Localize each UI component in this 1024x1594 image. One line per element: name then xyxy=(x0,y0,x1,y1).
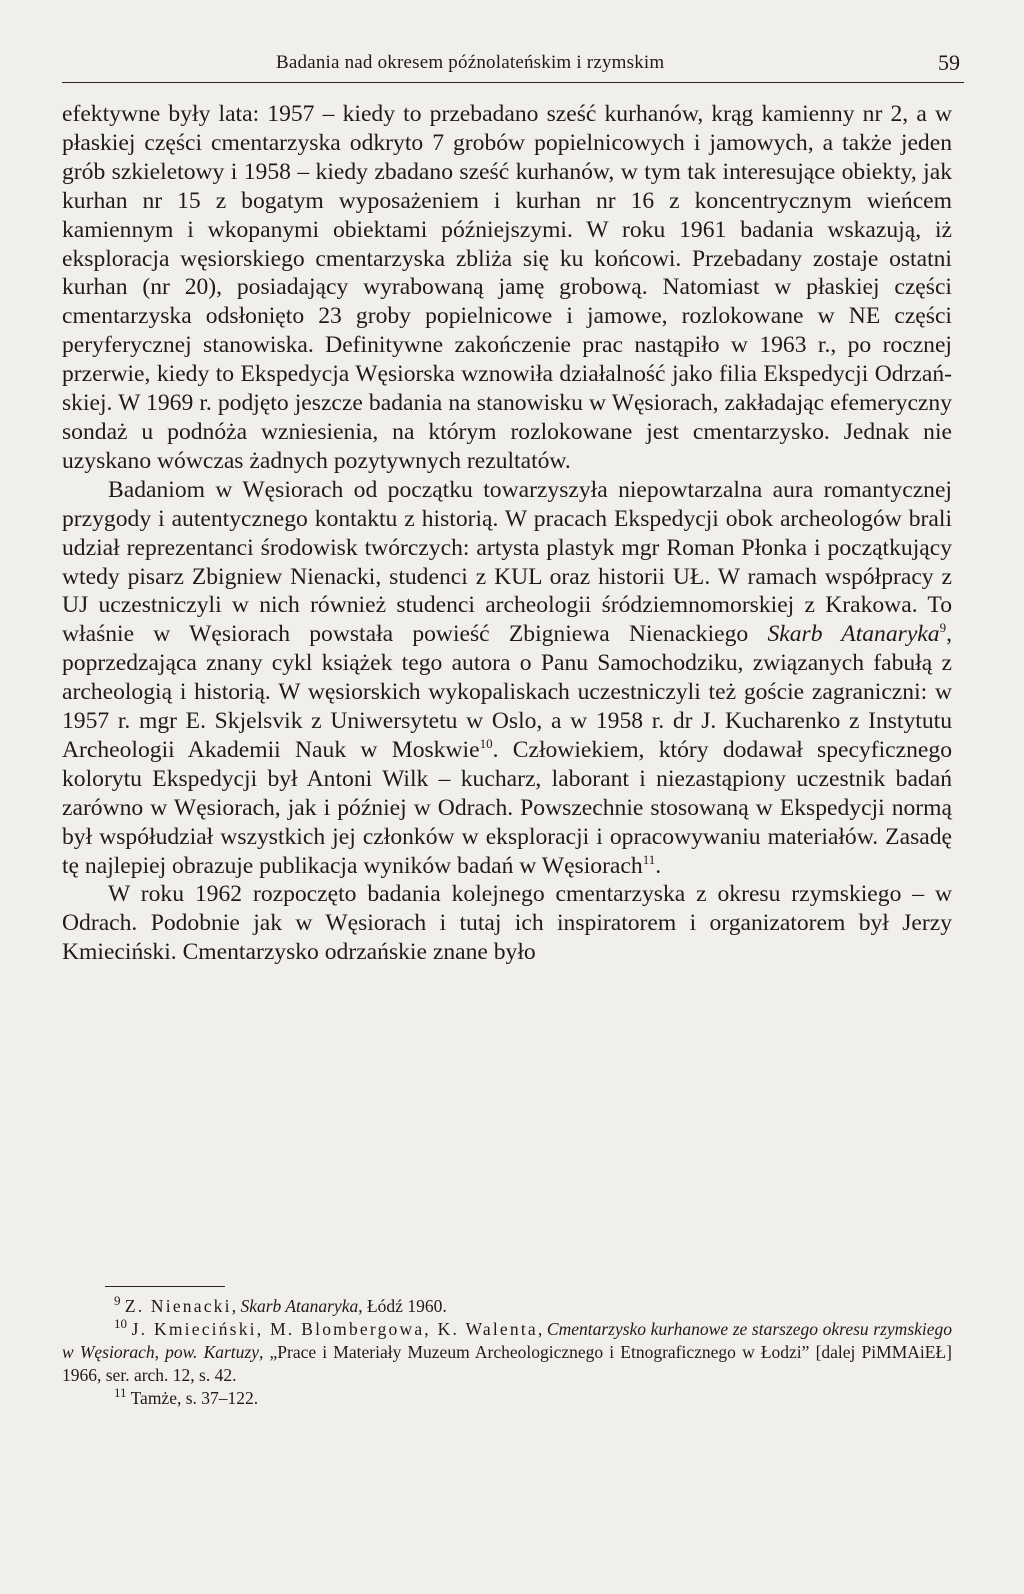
text-run: Tamże, s. 37–122. xyxy=(126,1388,259,1408)
footnote-marker: 9 xyxy=(939,620,947,636)
text-run: , Łódź 1960. xyxy=(358,1296,447,1316)
author-names: Z. Nienacki xyxy=(124,1296,232,1316)
footnote-marker: 9 xyxy=(114,1293,121,1309)
text-run: , poprzedzająca znany cykl książek tego autora o Panu Samochodziku, związanych fabułą z archeologią i historią. W węsiorskich wykopaliskach uczestniczyli też goście zagraniczni: w 1957 r. mgr E. Skjelsvik z Uniwersytetu w Oslo, a w 1958 r. dr J. Kucharenko z Instytutu Archeologii Akademii Nauk w Moskwie xyxy=(62,621,952,763)
text-run: . Człowiekiem, który dodawał specyficznego kolorytu Ekspedycji był Antoni Wilk – kucharz, laborant i niezastąpiony uczestnik badań zarówno w Węsiorach, jak i później w Odrach. Powszechnie stosowaną w Ekspedycji normą był współudział wszystkich jej członków w eksploracji i opracowywaniu materiałów. Zasadę tę najlepiej obrazuje publikacja wyników badań w Węsiorach xyxy=(62,736,952,879)
text-run: , xyxy=(231,1296,241,1316)
footnote-rule xyxy=(105,1286,225,1287)
paragraph xyxy=(62,100,952,476)
footnote-marker: 11 xyxy=(114,1385,127,1401)
text-run: Badaniom w Węsiorach od początku towarzyszyła niepowtarzalna aura romantycznej przygody i autentycznego kontaktu z historią. W pracach Ekspedycji obok archeologów brali udział reprezentanci środowisk twórczych: artysta plastyk mgr Roman Płonka i początkujący wtedy pisarz Zbigniew Nienacki, studenci z KUL oraz historii UŁ. W ramach współpracy z UJ uczestniczyli w nich również studenci archeologii śródziemnomorskiej z Krakowa. To właśnie w Węsiorach powstała powieść Zbigniewa Nienackiego xyxy=(62,476,952,648)
footnote xyxy=(62,1295,952,1318)
text-run: . xyxy=(655,852,662,879)
footnote-marker: 11 xyxy=(642,851,656,867)
footnote-marker: 10 xyxy=(114,1316,127,1332)
text-run: , xyxy=(537,1319,547,1339)
text-run: , „Prace i Materiały Muzeum Archeologicznego i Etnograficznego w Łodzi” [dalej PiMMAiEŁ] 1966, ser. arch. 12, s. 42. xyxy=(62,1342,952,1385)
footnote xyxy=(62,1387,952,1410)
italic-title: Cmentarzysko kurhanowe ze starszego okresu rzymskiego w Węsiorach, pow. Kartuzy xyxy=(62,1319,953,1362)
italic-title: Skarb Atanaryka xyxy=(240,1296,359,1316)
author-names: J. Kmieciński, M. Blombergowa, K. Walenta xyxy=(131,1319,538,1339)
text-run: efektywne były lata: 1957 – kiedy to przebadano sześć kurhanów, krąg kamienny nr 2, a w płaskiej części cmentarzyska odkryto 7 grobów popielnicowych i jamowych, a także jeden grób szkieletowy i 1958 – kiedy zbadano sześć kurhanów, w tym tak interesujące obiekty, jak kurhan nr 15 z bogatym wyposażeniem i kurhan nr 16 z koncentrycznym wieńcem kamiennym i wkopanymi obiektami późniejszymi. W roku 1961 badania wskazują, iż eksploracja węsiorskiego cmentarzyska zbliża się ku końcowi. Przebadany zostaje ostatni kurhan (nr 20), posiadający wyrabowaną jamę grobową. Natomiast w płaskiej części cmentarzyska odsłonięto 23 groby popielnicowe i jamowe, rozlokowane w NE części peryferycznej stanowiska. Definitywne zakończenie prac nastąpiło w 1963 r., po rocznej przerwie, kiedy to Ekspedycja Węsiorska wznowiła działalność jako filia Ekspedycji Odrzańskiej. W 1969 r. podjęto jeszcze badania na stanowisku w Węsiorach, zakładając efemeryczny sondaż u podnóża wzniesienia, na którym rozlokowane jest cmentarzysko. Jednak nie uzyskano wówczas żadnych pozytywnych rezultatów. xyxy=(62,101,952,474)
running-header xyxy=(62,48,964,83)
text-run: W roku 1962 rozpoczęto badania kolejnego cmentarzyska z okresu rzymskiego – w Odrach. Podobnie jak w Węsiorach i tutaj ich inspiratorem i organizatorem był Jerzy Kmieciński. Cmentarzysko odrzańskie znane było xyxy=(62,881,952,966)
paragraph xyxy=(62,880,952,967)
running-title: Badania nad okresem późnolateńskim i rzymskim xyxy=(276,52,665,73)
footnote xyxy=(62,1318,952,1387)
page-number: 59 xyxy=(938,50,960,75)
italic-title: Skarb Atanaryka xyxy=(767,621,940,648)
paragraph xyxy=(62,476,952,881)
footnote-marker: 10 xyxy=(479,736,493,752)
footnotes xyxy=(62,1295,952,1410)
body-text xyxy=(62,100,952,967)
